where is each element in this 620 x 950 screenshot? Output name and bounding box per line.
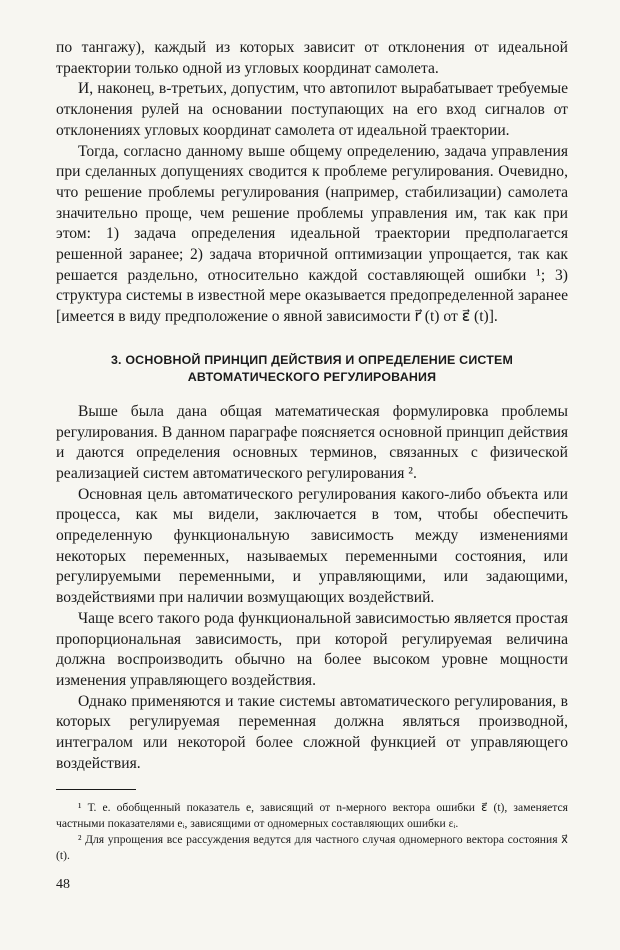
section-heading-line1: 3. ОСНОВНОЙ ПРИНЦИП ДЕЙСТВИЯ И ОПРЕДЕЛЕНИЕ СИСТЕМ (110, 352, 514, 367)
body-text (56, 38, 568, 328)
section-heading (56, 352, 568, 386)
footnote-2: ² Для упрощения все рассуждения ведутся для частного случая одномерного вектора состояния x⃗ (t). (56, 832, 568, 862)
footnote-divider (56, 789, 136, 790)
paragraph-3: Тогда, согласно данному выше общему определению, задача управления при сделанных допущениях сводится к проблеме регулирования. Очевидно, что решение проблемы регулирования (например, стабилизации) самолета значительно проще, чем решение проблемы управления им, так как при этом: 1) задача определения идеальной траектории предполагается решенной заранее; 2) задача вторичной оптимизации упрощается, так как решается раздельно, относительно каждой составляющей ошибки ¹; 3) структура системы в известной мере оказывается предопределенной заранее [имеется в виду предположение о явной зависимости r⃗ (t) от ε⃗ (t)]. (56, 142, 568, 326)
section-body (56, 402, 568, 775)
paragraph-4: Выше была дана общая математическая формулировка проблемы регулирования. В данном параграфе поясняется основной принцип действия и даются определения основных терминов, связанных с физической реализацией систем автоматического регулирования ². (56, 402, 568, 482)
paragraph-1: по тангажу), каждый из которых зависит от отклонения от идеальной траектории только одной из угловых координат самолета. (56, 39, 568, 77)
paragraph-2: И, наконец, в-третьих, допустим, что автопилот вырабатывает требуемые отклонения рулей на основании поступающих на его вход сигналов от отклонениях угловых координат самолета от идеальной траектории. (56, 80, 568, 139)
section-heading-line2: АВТОМАТИЧЕСКОГО РЕГУЛИРОВАНИЯ (187, 369, 437, 384)
paragraph-5: Основная цель автоматического регулирования какого-либо объекта или процесса, как мы видели, заключается в том, чтобы обеспечить определенную функциональную зависимость между изменениями некоторых переменных, называемых переменными состояния, или регулируемыми переменными, и управляющими, или задающими, воздействиями при наличии возмущающих воздействий. (56, 485, 568, 607)
footnote-1: ¹ Т. е. обобщенный показатель e, зависящий от n-мерного вектора ошибки ε⃗ (t), заменяется частными показателями eᵢ, зависящими от одномерных составляющих ошибки εᵢ. (56, 800, 568, 830)
footnotes (56, 800, 568, 864)
paragraph-7: Однако применяются и такие системы автоматического регулирования, в которых регулируемая переменная должна являться производной, интегралом или некоторой более сложной функцией от управляющего воздействия. (56, 692, 568, 772)
paragraph-6: Чаще всего такого рода функциональной зависимостью является простая пропорциональная зависимость, при которой регулируемая величина должна воспроизводить обычно на более высоком уровне мощности изменения управляющего воздействия. (56, 609, 568, 689)
page-number: 48 (56, 877, 70, 892)
